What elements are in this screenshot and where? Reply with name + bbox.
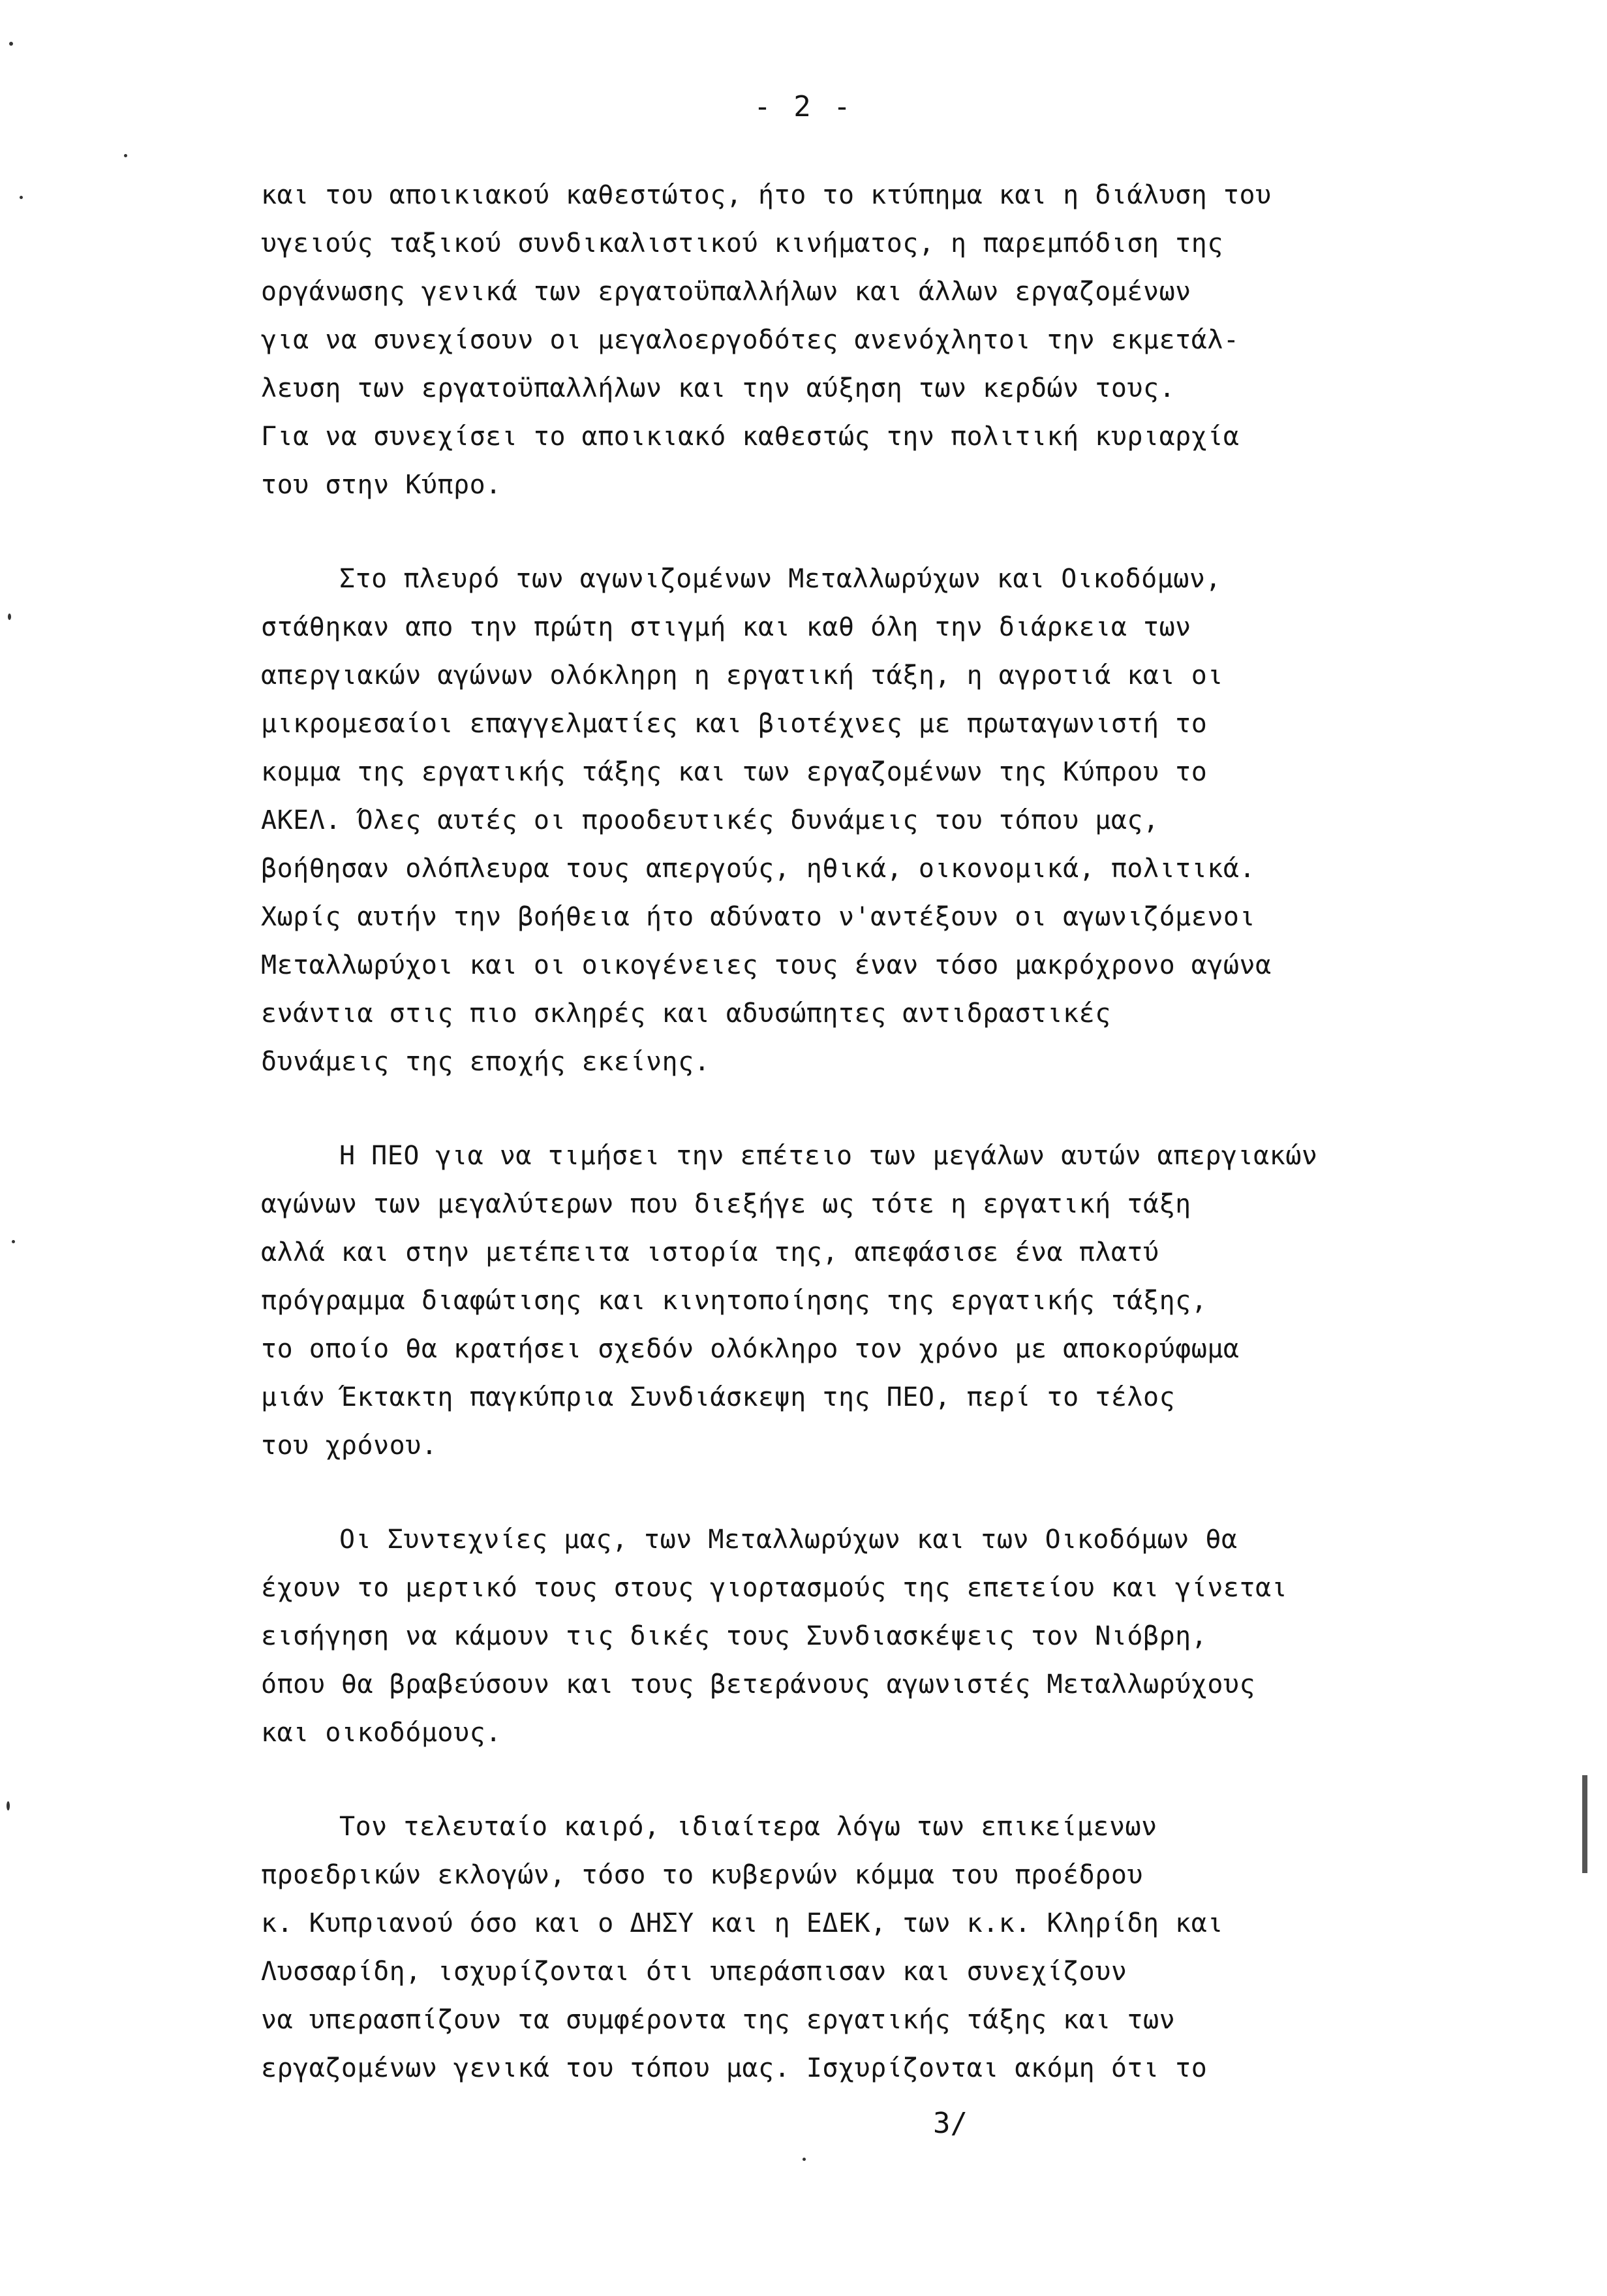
text-line: για να συνεχίσουν οι μεγαλοεργοδότες ανενόχλητοι την εκμετάλ-: [261, 325, 1240, 355]
scan-speck: [803, 2158, 806, 2161]
text-line: Οι Συντεχνίες μας, των Μεταλλωρύχων και των Οικοδόμων θα: [339, 1525, 1238, 1555]
text-line: του στην Κύπρο.: [261, 470, 502, 500]
text-line: έχουν το μερτικό τους στους γιορτασμούς της επετείου και γίνεται: [261, 1573, 1288, 1603]
text-line: κομμα της εργατικής τάξης και των εργαζομένων της Κύπρου το: [261, 757, 1208, 787]
text-line: Χωρίς αυτήν την βοήθεια ήτο αδύνατο ν'αντέξουν οι αγωνιζόμενοι: [261, 902, 1256, 932]
text-line: ΑΚΕΛ. Όλες αυτές οι προοδευτικές δυνάμεις του τόπου μας,: [261, 805, 1159, 835]
text-line: όπου θα βραβεύσουν και τους βετεράνους αγωνιστές Μεταλλωρύχους: [261, 1669, 1256, 1699]
text-line: στάθηκαν απο την πρώτη στιγμή και καθ όλη την διάρκεια των: [261, 612, 1191, 642]
paragraph: [261, 1132, 1533, 1470]
text-line: και οικοδόμους.: [261, 1718, 502, 1748]
text-line: εισήγηση να κάμουν τις δικές τους Συνδιασκέψεις τον Νιόβρη,: [261, 1621, 1208, 1651]
text-line: Λυσσαρίδη, ισχυρίζονται ότι υπεράσπισαν και συνεχίζουν: [261, 1957, 1127, 1987]
scan-speck: [20, 196, 23, 199]
scan-speck: [9, 42, 13, 46]
scan-edge-mark: [1582, 1775, 1587, 1873]
text-line: το οποίο θα κρατήσει σχεδόν ολόκληρο τον χρόνο με αποκορύφωμα: [261, 1334, 1240, 1364]
paragraph: [261, 1803, 1533, 2092]
text-line: Στο πλευρό των αγωνιζομένων Μεταλλωρύχων και Οικοδόμων,: [339, 564, 1222, 594]
text-line: αλλά και στην μετέπειτα ιστορία της, απεφάσισε ένα πλατύ: [261, 1237, 1159, 1267]
scan-speck: [124, 154, 127, 157]
text-line: Μεταλλωρύχοι και οι οικογένειες τους έναν τόσο μακρόχρονο αγώνα: [261, 950, 1272, 980]
text-line: προεδρικών εκλογών, τόσο το κυβερνών κόμμα του προέδρου: [261, 1860, 1144, 1890]
text-line: λευση των εργατοϋπαλλήλων και την αύξηση των κερδών τους.: [261, 373, 1176, 403]
text-line: κ. Κυπριανού όσο και ο ΔΗΣΥ και η ΕΔΕΚ, των κ.κ. Κληρίδη και: [261, 1908, 1223, 1938]
scan-speck: [7, 1801, 10, 1810]
text-line: υγειούς ταξικού συνδικαλιστικού κινήματος, η παρεμπόδιση της: [261, 228, 1223, 258]
paragraph: [261, 1515, 1533, 1757]
text-line: αγώνων των μεγαλύτερων που διεξήγε ως τότε η εργατική τάξη: [261, 1189, 1191, 1219]
text-line: βοήθησαν ολόπλευρα τους απεργούς, ηθικά, οικονομικά, πολιτικά.: [261, 854, 1256, 884]
text-line: μιάν Έκτακτη παγκύπρια Συνδιάσκεψη της ΠΕΟ, περί το τέλος: [261, 1382, 1176, 1412]
text-line: εργαζομένων γενικά του τόπου μας. Ισχυρίζονται ακόμη ότι το: [261, 2053, 1208, 2083]
scan-speck: [12, 1240, 15, 1243]
continuation-marker: 3/: [933, 2107, 968, 2140]
document-body: [261, 171, 1533, 2138]
text-line: Για να συνεχίσει το αποικιακό καθεστώς την πολιτική κυριαρχία: [261, 422, 1240, 452]
text-line: δυνάμεις της εποχής εκείνης.: [261, 1047, 711, 1077]
text-line: και του αποικιακού καθεστώτος, ήτο το κτύπημα και η διάλυση του: [261, 180, 1272, 210]
text-line: να υπερασπίζουν τα συμφέροντα της εργατικής τάξης και των: [261, 2005, 1176, 2035]
scan-speck: [8, 613, 11, 620]
text-line: Η ΠΕΟ για να τιμήσει την επέτειο των μεγάλων αυτών απεργιακών: [339, 1141, 1318, 1171]
text-line: του χρόνου.: [261, 1431, 438, 1461]
paragraph: [261, 171, 1533, 509]
text-line: πρόγραμμα διαφώτισης και κινητοποίησης της εργατικής τάξης,: [261, 1286, 1208, 1316]
text-line: ενάντια στις πιο σκληρές και αδυσώπητες αντιδραστικές: [261, 999, 1111, 1029]
text-line: μικρομεσαίοι επαγγελματίες και βιοτέχνες με πρωταγωνιστή το: [261, 709, 1208, 739]
page-number: - 2 -: [754, 90, 853, 123]
text-line: Τον τελευταίο καιρό, ιδιαίτερα λόγω των επικείμενων: [339, 1812, 1157, 1842]
paragraph: [261, 555, 1533, 1086]
text-line: οργάνωσης γενικά των εργατοϋπαλλήλων και άλλων εργαζομένων: [261, 277, 1191, 307]
text-line: απεργιακών αγώνων ολόκληρη η εργατική τάξη, η αγροτιά και οι: [261, 660, 1223, 690]
